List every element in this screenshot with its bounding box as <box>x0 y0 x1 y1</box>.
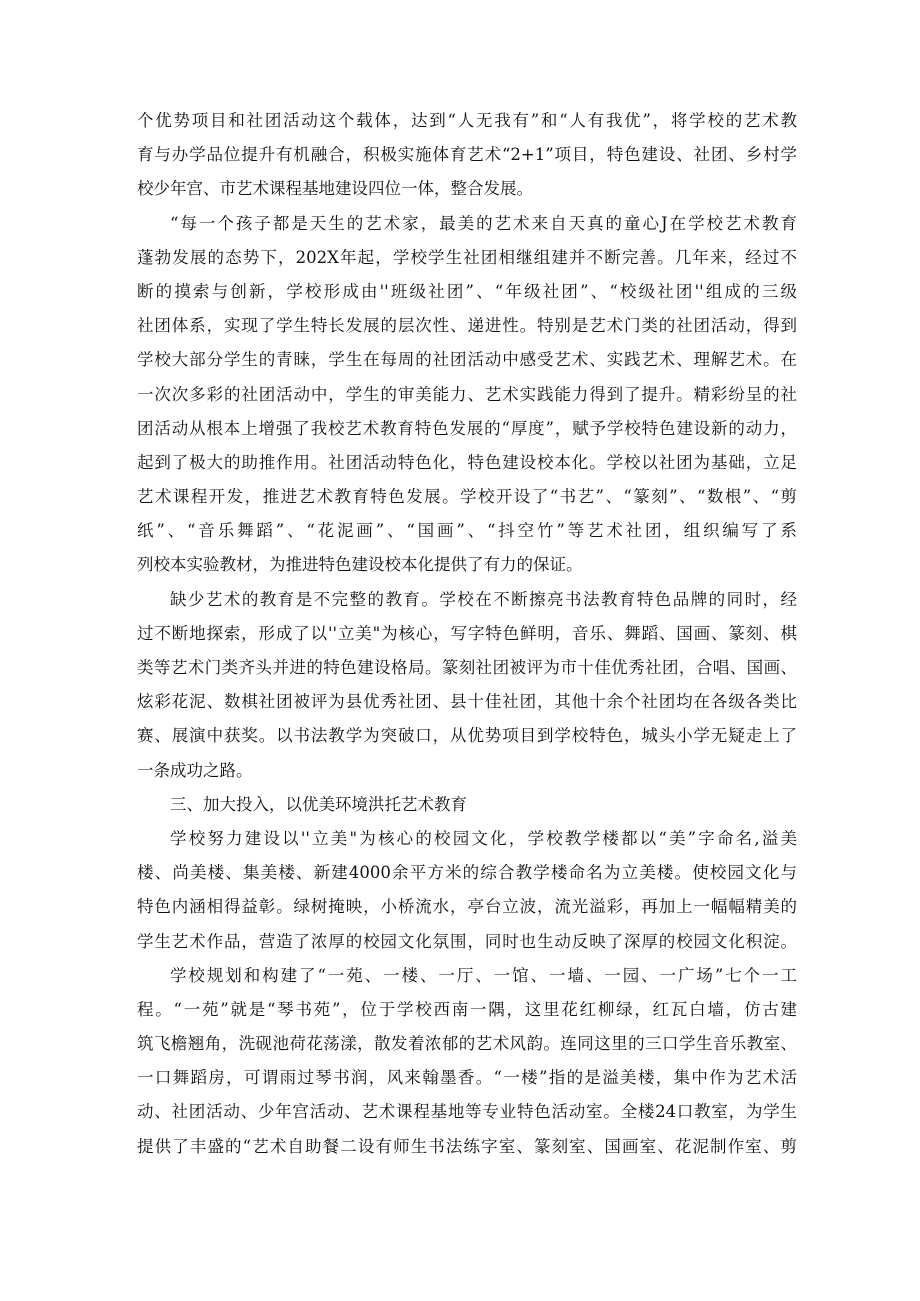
text-line: 学校努力建设以''立美"为核心的校园文化，学校教学楼都以“美”字命名,溢美 <box>170 828 797 848</box>
text-line: 断的摸索与创新，学校形成由''班级社团”、“年级社团”、“校级社团''组成的三级 <box>137 281 797 301</box>
text-line: 筑飞檐翘角，洗砚池荷花荡漾，散发着浓郁的艺术风韵。连同这里的三口学生音乐教室、 <box>137 1034 797 1054</box>
text-line: 纸”、“音乐舞蹈”、“花泥画”、“国画”、“抖空竹”等艺术社团，组织编写了系 <box>137 521 797 541</box>
text-line: 育与办学品位提升有机融合，积极实施体育艺术“2+1”项目，特色建设、社团、乡村学 <box>137 145 797 165</box>
text-line: 缺少艺术的教育是不完整的教育。学校在不断擦亮书法教育特色品牌的同时，经 <box>170 589 797 609</box>
text-line: 赛、展演中获奖。以书法教学为突破口，从优势项目到学校特色，城头小学无疑走上了 <box>137 726 797 746</box>
text-line: 艺术课程开发，推进艺术教育特色发展。学校开设了“书艺”、“篆刻”、“数根”、“剪 <box>137 487 797 507</box>
text-line: 一次次多彩的社团活动中，学生的审美能力、艺术实践能力得到了提升。精彩纷呈的社 <box>137 384 797 404</box>
text-line: 炫彩花泥、数棋社团被评为县优秀社团、县十佳社团，其他十余个社团均在各级各类比 <box>137 692 797 712</box>
text-line: 校少年宫、市艺术课程基地建设四位一体，整合发展。 <box>137 179 533 199</box>
text-line: 程。“一苑”就是“琴书苑”，位于学校西南一隅，这里花红柳绿，红瓦白墙，仿古建 <box>137 999 797 1019</box>
text-line: 学生艺术作品，营造了浓厚的校园文化氛围，同时也生动反映了深厚的校园文化积淀。 <box>137 931 797 951</box>
text-line: 团活动从根本上增强了我校艺术教育特色发展的“厚度”，赋予学校特色建设新的动力， <box>137 418 797 438</box>
text-line: 类等艺术门类齐头并进的特色建设格局。篆刻社团被评为市十佳优秀社团，合唱、国画、 <box>137 658 797 677</box>
text-line: “每一个孩子都是天生的艺术家，最美的艺术来自天真的童心J在学校艺术教育 <box>170 213 797 233</box>
text-line: 过不断地探索，形成了以''立美"为核心，写字特色鲜明，音乐、舞蹈、国画、篆刻、棋 <box>137 623 797 643</box>
text-line: 动、社团活动、少年宫活动、艺术课程基地等专业特色活动室。全楼24口教室，为学生 <box>137 1102 797 1122</box>
text-line: 社团体系，实现了学生特长发展的层次性、递进性。特别是艺术门类的社团活动，得到 <box>137 316 797 336</box>
text-line: 起到了极大的助推作用。社团活动特色化，特色建设校本化。学校以社团为基础，立足 <box>137 452 797 472</box>
text-line: 个优势项目和社团活动这个载体，达到“人无我有”和“人有我优”，将学校的艺术教 <box>137 111 797 130</box>
text-line: 一口舞蹈房，可谓雨过琴书润，风来翰墨香。“一楼”指的是溢美楼，集中作为艺术活 <box>137 1068 797 1088</box>
text-line: 提供了丰盛的“艺术自助餐二设有师生书法练字室、篆刻室、国画室、花泥制作室、剪 <box>137 1136 797 1156</box>
text-line: 学校规划和构建了“一苑、一楼、一厅、一馆、一墙、一园、一广场”七个一工 <box>170 965 797 985</box>
text-line: 学校大部分学生的青睐，学生在每周的社团活动中感受艺术、实践艺术、理解艺术。在 <box>137 350 797 370</box>
text-line: 一条成功之路。 <box>137 760 253 780</box>
section-heading: 三、加大投入，以优美环境洪托艺术教育 <box>170 794 467 814</box>
text-line: 列校本实验教材，为推进特色建设校本化提供了有力的保证。 <box>137 555 583 575</box>
text-line: 特色内涵相得益彰。绿树掩映，小桥流水，亭台立波，流光溢彩，再加上一幅幅精美的 <box>137 897 797 917</box>
text-line: 蓬勃发展的态势下，202X年起，学校学生社团相继组建并不断完善。几年来，经过不 <box>137 247 797 267</box>
text-line: 楼、尚美楼、集美楼、新建4000余平方米的综合教学楼命名为立美楼。使校园文化与 <box>137 863 797 883</box>
document-body <box>137 104 797 1164</box>
